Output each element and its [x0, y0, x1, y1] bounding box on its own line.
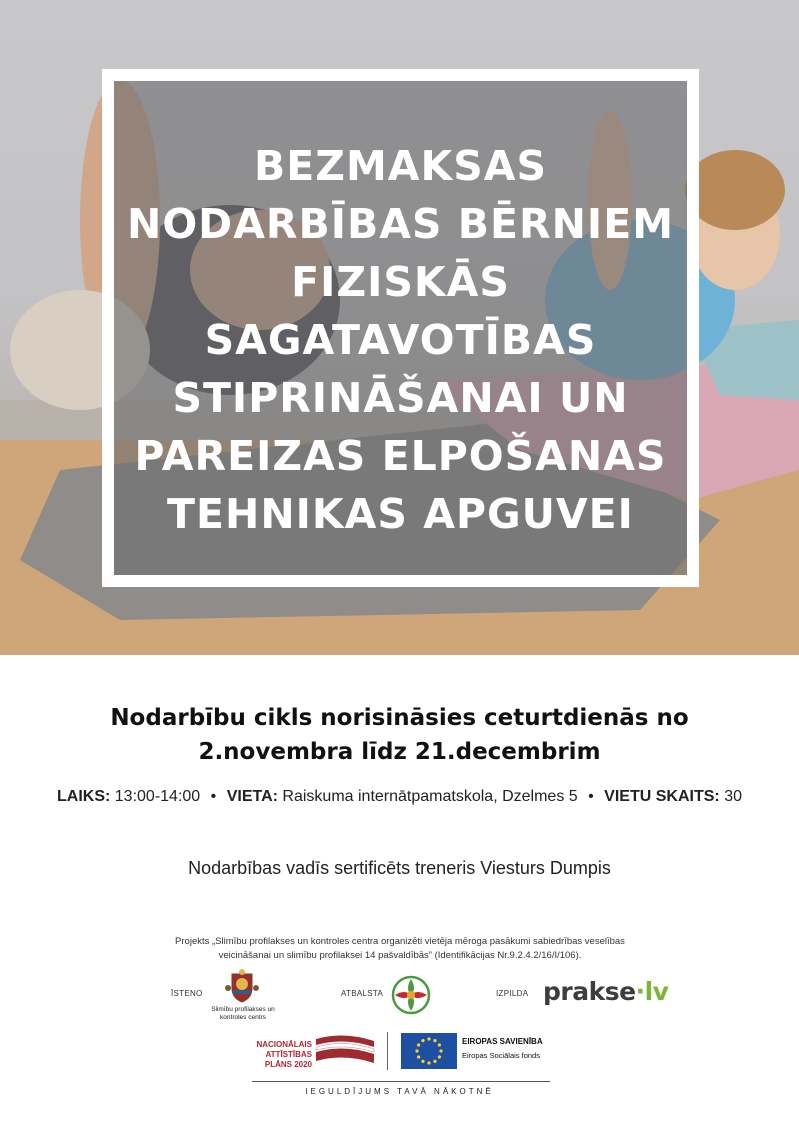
- time-label: LAIKS:: [57, 788, 111, 805]
- project-line-2: veicināšanai un slimību profilaksei 14 pašvaldībās” (Identifikācijas Nr.9.2.4.2/16/I/106).: [218, 950, 582, 961]
- slogan: IEGULDĪJUMS TAVĀ NĀKOTNĒ: [305, 1087, 494, 1096]
- executes-label: IZPILDA: [496, 989, 529, 998]
- headline-line: TEHNIKAS APGUVEI: [167, 490, 634, 538]
- headline-line: SAGATAVOTĪBAS: [204, 316, 597, 364]
- logo-divider: [387, 1032, 388, 1070]
- nap-line: ATTĪSTĪBAS: [265, 1050, 312, 1059]
- time-value: 13:00-14:00: [114, 788, 201, 805]
- headline-frame: [102, 69, 699, 587]
- nap-line: PLĀNS 2020: [264, 1060, 312, 1069]
- project-line-1: Projekts „Slimību profilakses un kontroles centra organizēti vietēja mēroga pasākumi sabiedrības veselības: [175, 936, 625, 947]
- eu-flag-icon: [401, 1033, 457, 1069]
- headline-line: BEZMAKSAS: [253, 142, 548, 190]
- project-description: [150, 935, 650, 963]
- eu-fund: Eiropas Sociālais fonds: [462, 1051, 540, 1060]
- latvia-coat-of-arms-icon: [224, 968, 260, 1004]
- implements-label: ĪSTENO: [171, 989, 203, 998]
- prakse-logo: [543, 977, 668, 1006]
- schedule-heading: [0, 701, 799, 769]
- headline-line: NODARBĪBAS BĒRNIEM: [127, 200, 674, 248]
- headline-line: STIPRINĀŠANAI UN: [172, 374, 629, 422]
- supports-label: ATBALSTA: [341, 989, 384, 998]
- prakse-logo-dot: ·: [635, 977, 645, 1006]
- place-value: Raiskuma internātpamatskola, Dzelmes 5: [282, 788, 578, 805]
- nap-text: [248, 1040, 312, 1070]
- headline-line: FIZISKĀS: [291, 258, 510, 306]
- schedule-line-2: 2.novembra līdz 21.decembrim: [198, 739, 601, 765]
- nap-flag-icon: [314, 1033, 376, 1067]
- schedule-line-1: Nodarbību cikls norisināsies ceturtdienās no: [110, 705, 689, 731]
- seats-value: 30: [724, 788, 742, 805]
- trainer-info: Nodarbības vadīs sertificēts treneris Viesturs Dumpis: [188, 858, 611, 878]
- separator-dot: •: [210, 788, 217, 805]
- event-details: [0, 788, 799, 806]
- eu-title: EIROPAS SAVIENĪBA: [462, 1037, 543, 1046]
- prakse-logo-tld: lv: [644, 977, 669, 1006]
- prakse-logo-main: prakse: [543, 977, 636, 1006]
- nap-line: NACIONĀLAIS: [256, 1040, 312, 1049]
- seats-label: VIETU SKAITS:: [604, 788, 720, 805]
- separator-dot: •: [588, 788, 594, 805]
- footer-divider: [252, 1081, 550, 1082]
- health-ministry-logo-icon: [391, 975, 431, 1015]
- spkc-name: Slimību profilakses un kontroles centrs: [211, 1006, 275, 1021]
- headline: [114, 137, 687, 543]
- headline-line: PAREIZAS ELPOŠANAS: [134, 432, 667, 480]
- place-label: VIETA:: [226, 788, 278, 805]
